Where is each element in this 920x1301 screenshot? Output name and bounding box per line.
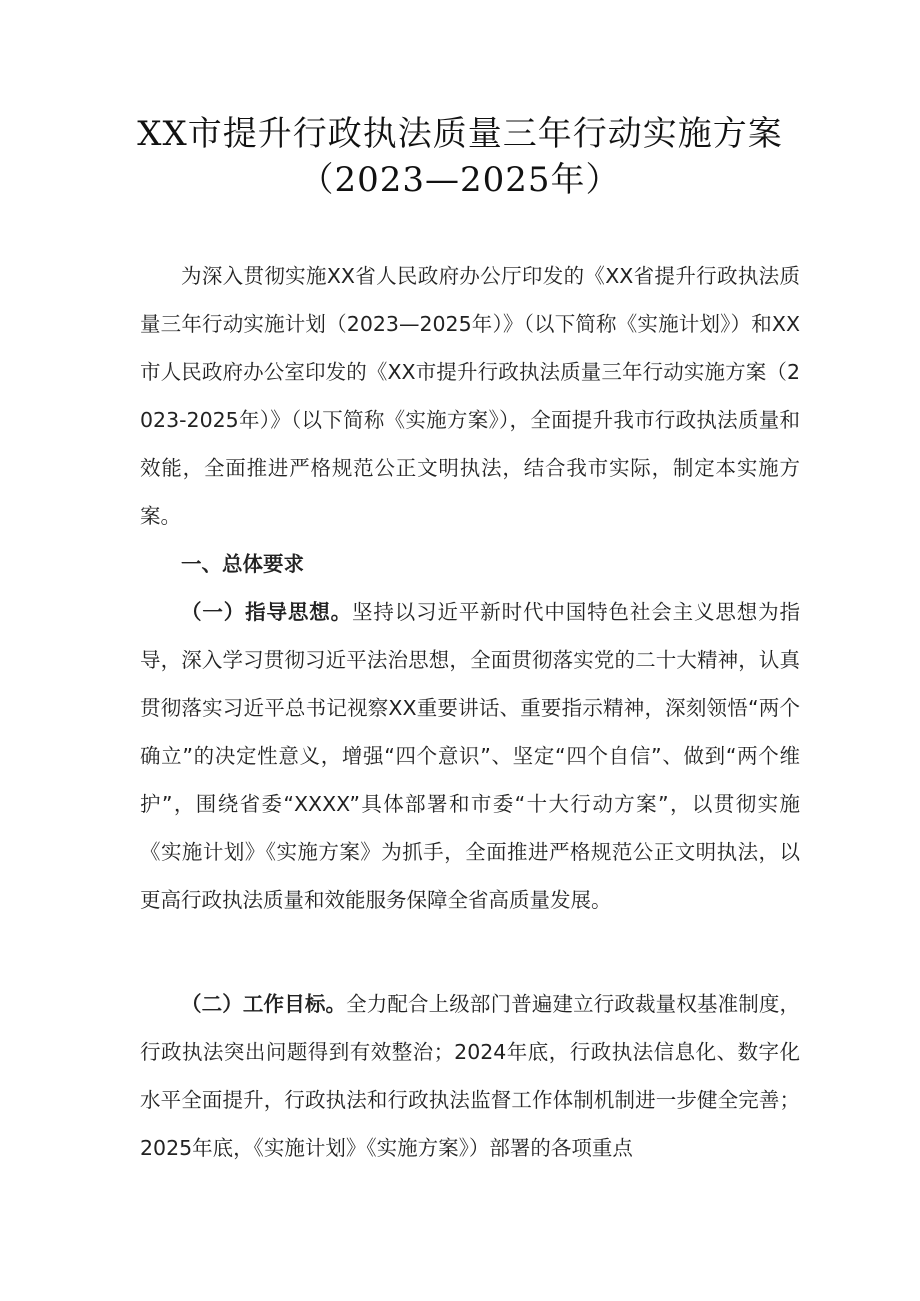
guiding-thought-text: 坚持以习近平新时代中国特色社会主义思想为指导，深入学习贯彻习近平法治思想，全面贯彻落实党的二十大精神，认真贯彻落实习近平总书记视察XX重要讲话、重要指示精神，深刻领悟“两个确立”的决定性意义，增强“四个意识”、坚定“四个自信”、做到“两个维护”，围绕省委“XXXX”具体部署和市委“十大行动方案”，以贯彻实施《实施计划》《实施方案》为抓手，全面推进严格规范公正文明执法，以更高行政执法质量和效能服务保障全省高质量发展。 — [140, 600, 800, 912]
work-goals-lead: （二）工作目标。 — [181, 992, 347, 1016]
work-goals-text: 全力配合上级部门普遍建立行政裁量权基准制度，行政执法突出问题得到有效整治；2024年底，行政执法信息化、数字化水平全面提升，行政执法和行政执法监督工作体制机制进一步健全完善；2025年底，《实施计划》《实施方案》）部署的各项重点 — [140, 992, 801, 1160]
intro-paragraph: 为深入贯彻实施XX省人民政府办公厅印发的《XX省提升行政执法质量三年行动实施计划（2023—2025年）》（以下简称《实施计划》）和XX市人民政府办公室印发的《XX市提升行政执法质量三年行动实施方案（2023-2025年）》（以下简称《实施方案》），全面提升我市行政执法质量和效能，全面推进严格规范公正文明执法，结合我市实际，制定本实施方案。 — [140, 264, 800, 528]
work-goals-block — [140, 980, 800, 1172]
work-goals-paragraph — [140, 980, 800, 1172]
section-heading-general-requirements: 一、总体要求 — [181, 552, 304, 576]
intro-paragraph-block — [140, 252, 800, 540]
guiding-thought-block — [140, 588, 800, 924]
guiding-thought-lead: （一）指导思想。 — [181, 600, 352, 624]
document-subtitle-years: （2023—2025年） — [299, 160, 621, 200]
guiding-thought-paragraph — [140, 588, 800, 924]
section-heading-block — [140, 540, 800, 588]
document-title: XX市提升行政执法质量三年行动实施方案 — [137, 114, 783, 154]
